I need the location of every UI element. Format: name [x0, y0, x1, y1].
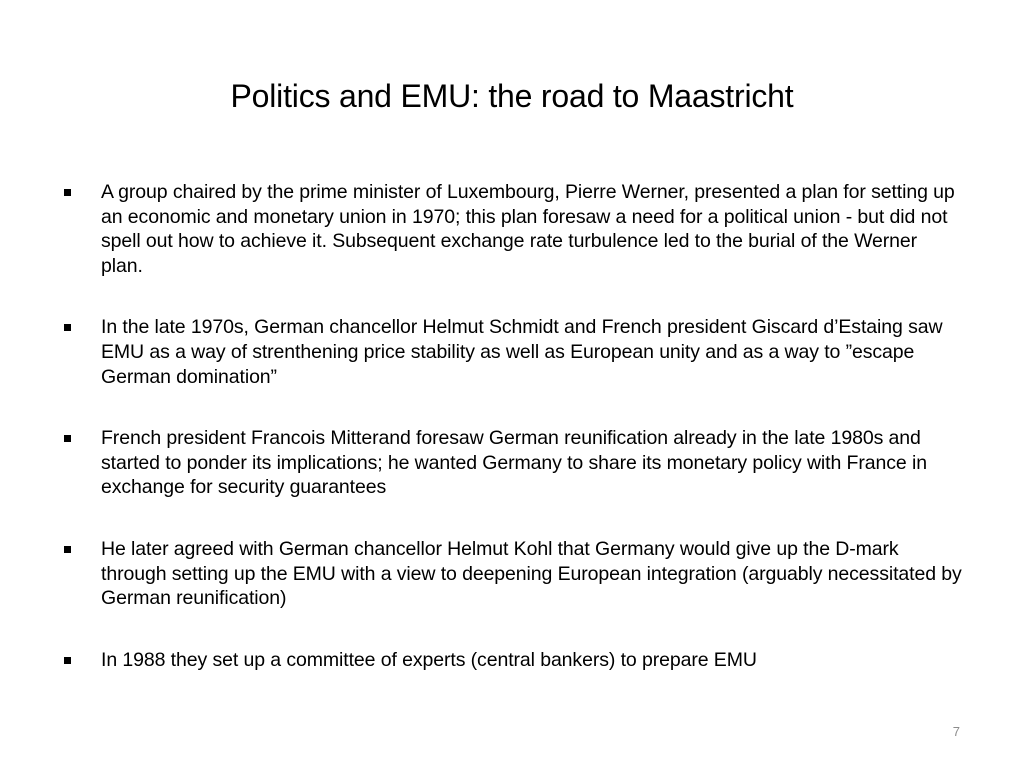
bullet-text: In the late 1970s, German chancellor Helmut Schmidt and French president Giscard d’Estaing saw EMU as a way of strenthening price stability as well as European unity and as a way to ”escape German domination”	[101, 316, 943, 388]
bullet-item	[64, 648, 964, 673]
bullet-item	[64, 315, 964, 389]
bullet-item	[64, 537, 964, 611]
bullet-text: In 1988 they set up a committee of experts (central bankers) to prepare EMU	[101, 648, 757, 671]
square-bullet-icon	[64, 189, 71, 196]
bullet-text: A group chaired by the prime minister of Luxembourg, Pierre Werner, presented a plan for setting up an economic and monetary union in 1970; this plan foresaw a need for a political union - but did not spell out how to achieve it. Subsequent exchange rate turbulence led to the burial of the Werner plan.	[101, 181, 955, 277]
square-bullet-icon	[64, 324, 71, 331]
square-bullet-icon	[64, 657, 71, 664]
square-bullet-icon	[64, 435, 71, 442]
bullet-item	[64, 180, 964, 278]
slide-title: Politics and EMU: the road to Maastricht	[230, 78, 794, 114]
square-bullet-icon	[64, 546, 71, 553]
bullet-item	[64, 426, 964, 500]
slide-number: 7	[952, 724, 960, 739]
bullet-list	[64, 180, 964, 709]
bullet-text: He later agreed with German chancellor Helmut Kohl that Germany would give up the D-mark through setting up the EMU with a view to deepening European integration (arguably necessitated by German reunification)	[101, 537, 962, 610]
bullet-text: French president Francois Mitterand foresaw German reunification already in the late 1980s and started to ponder its implications; he wanted Germany to share its monetary policy with France in exchange for security guarantees	[101, 427, 927, 499]
